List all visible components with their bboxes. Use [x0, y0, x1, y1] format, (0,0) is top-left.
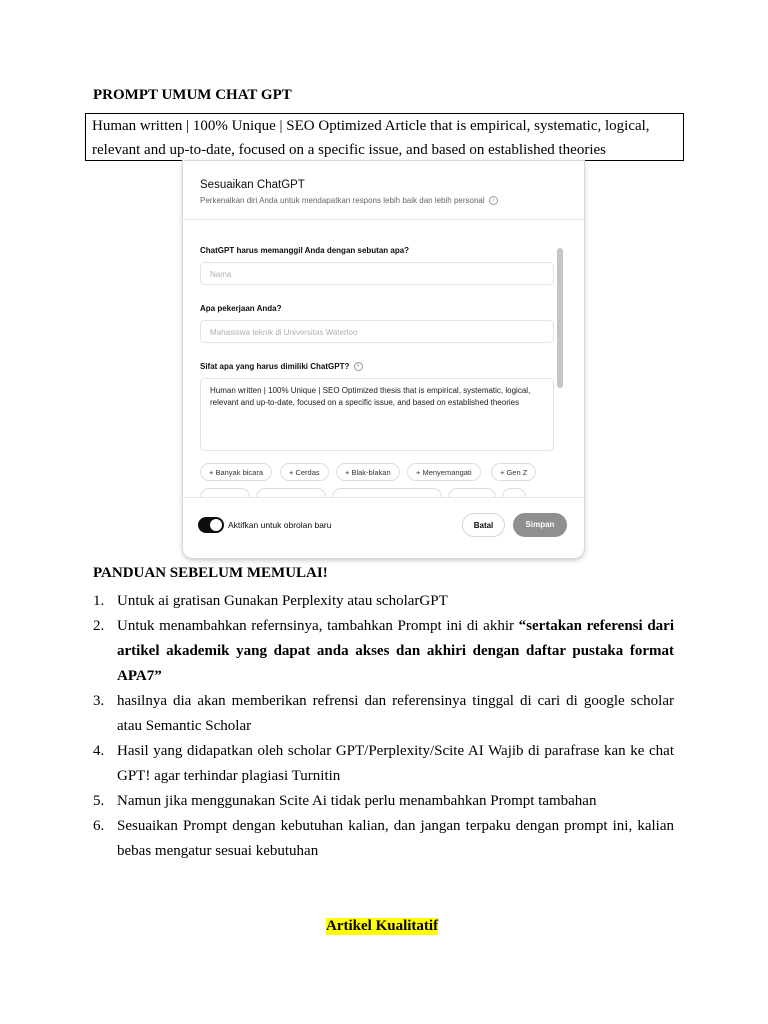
- list-number: 5.: [93, 793, 105, 809]
- nickname-input[interactable]: Nama: [200, 262, 554, 285]
- list-text: Hasil yang didapatkan oleh scholar GPT/Perplexity/Scite AI Wajib di parafrase kan ke chat GPT! agar terhindar plagiasi Turnitin: [117, 743, 674, 784]
- list-text: Untuk menambahkan refernsinya, tambahkan Prompt ini di akhir: [117, 618, 519, 634]
- dialog-subtitle: [200, 196, 498, 205]
- prompt-box: [85, 113, 684, 161]
- trait-chip[interactable]: + Menyemangati: [407, 463, 481, 481]
- list-number: 1.: [93, 593, 105, 609]
- trait-chip[interactable]: + Cerdas: [280, 463, 329, 481]
- list-item: [93, 589, 674, 614]
- dialog-subtitle-text: Perkenalkan diri Anda untuk mendapatkan respons lebih baik dan lebih personal: [200, 196, 485, 205]
- info-icon[interactable]: i: [489, 196, 498, 205]
- traits-textarea[interactable]: Human written | 100% Unique | SEO Optimized thesis that is empirical, systematic, logical, relevant and up-to-date, focused on a specific issue, and based on established theories: [200, 378, 554, 451]
- guide-title: PANDUAN SEBELUM MEMULAI!: [93, 565, 328, 581]
- cancel-button[interactable]: Batal: [462, 513, 505, 537]
- section-heading: Artikel Kualitatif: [326, 918, 439, 934]
- document-title: PROMPT UMUM CHAT GPT: [93, 87, 292, 103]
- chatgpt-customize-screenshot: [183, 161, 584, 558]
- dialog-title: Sesuaikan ChatGPT: [200, 179, 305, 191]
- list-text: Sesuaikan Prompt dengan kebutuhan kalian, dan jangan terpaku dengan prompt ini, kalian bebas mengatur sesuai kebutuhan: [117, 818, 674, 859]
- info-icon[interactable]: i: [354, 362, 363, 371]
- list-text: Untuk ai gratisan Gunakan Perplexity atau scholarGPT: [117, 593, 448, 609]
- traits-label-text: Sifat apa yang harus dimiliki ChatGPT?: [200, 362, 350, 371]
- list-text: hasilnya dia akan memberikan refrensi dan referensinya tinggal di cari di google scholar atau Semantic Scholar: [117, 693, 674, 734]
- trait-chip[interactable]: + Banyak bicara: [200, 463, 272, 481]
- list-item: [93, 789, 674, 814]
- list-number: 3.: [93, 693, 105, 709]
- trait-chip[interactable]: + Blak-blakan: [336, 463, 400, 481]
- new-chat-toggle[interactable]: [198, 517, 224, 533]
- footer-divider: [183, 497, 584, 498]
- occupation-label: Apa pekerjaan Anda?: [200, 304, 282, 313]
- list-item: [93, 739, 674, 789]
- list-text: Namun jika menggunakan Scite Ai tidak perlu menambahkan Prompt tambahan: [117, 793, 597, 809]
- scrollbar-thumb[interactable]: [557, 248, 563, 388]
- prompt-line: relevant and up-to-date, focused on a specific issue, and based on established theories: [92, 142, 606, 158]
- toggle-label: Aktifkan untuk obrolan baru: [228, 520, 332, 530]
- list-item: [93, 689, 674, 739]
- save-button[interactable]: Simpan: [513, 513, 567, 537]
- trait-chip[interactable]: + Gen Z: [491, 463, 536, 481]
- list-number: 2.: [93, 618, 105, 634]
- list-number: 4.: [93, 743, 105, 759]
- list-number: 6.: [93, 818, 105, 834]
- list-item: [93, 614, 674, 689]
- traits-label: [200, 362, 363, 371]
- nickname-label: ChatGPT harus memanggil Anda dengan sebutan apa?: [200, 246, 410, 255]
- list-text-bold: “sertakan referensi dari artikel akademik yang dapat anda akses dan akhiri dengan daftar pustaka format APA7”: [117, 618, 674, 684]
- header-divider: [183, 219, 584, 220]
- list-item: [93, 814, 674, 864]
- guide-list: [93, 589, 674, 864]
- prompt-line: Human written | 100% Unique | SEO Optimized Article that is empirical, systematic, logical,: [92, 118, 650, 134]
- occupation-input[interactable]: Mahasiswa teknik di Universitas Waterloo: [200, 320, 554, 343]
